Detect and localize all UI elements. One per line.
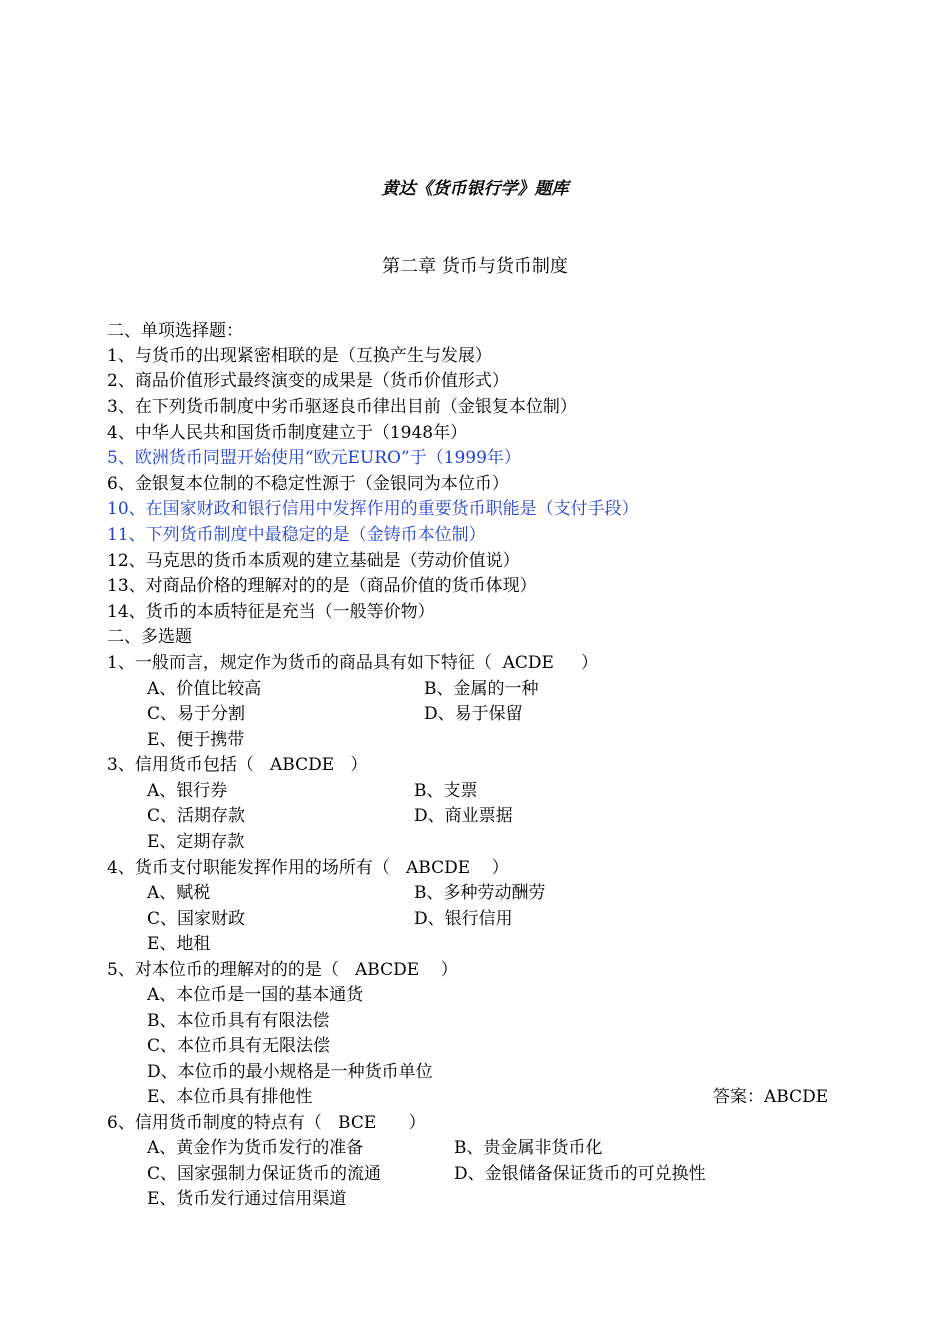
- document-title: 黄达《货币银行学》题库: [381, 179, 569, 199]
- multi-q1-option-c: C、易于分割: [147, 704, 246, 724]
- multi-choice-heading: 二、多选题: [107, 627, 192, 647]
- multi-q4-option-d: D、银行信用: [414, 909, 513, 929]
- multi-q4-stem: 4、货币支付职能发挥作用的场所有（ ABCDE ）: [107, 858, 509, 878]
- multi-q5-option-d: D、本位币的最小规格是一种货币单位: [147, 1062, 433, 1082]
- multi-q4-option-a: A、赋税: [147, 883, 211, 903]
- single-q12: 12、马克思的货币本质观的建立基础是（劳动价值说）: [107, 551, 520, 571]
- single-q10: 10、在国家财政和银行信用中发挥作用的重要货币职能是（支付手段）: [107, 499, 639, 519]
- multi-q6-option-c: C、国家强制力保证货币的流通: [147, 1164, 382, 1184]
- multi-q3-option-c: C、活期存款: [147, 806, 246, 826]
- multi-q6-option-a: A、黄金作为货币发行的准备: [147, 1138, 364, 1158]
- multi-q5-option-a: A、本位币是一国的基本通货: [147, 985, 364, 1005]
- single-q13: 13、对商品价格的理解对的的是（商品价值的货币体现）: [107, 576, 537, 596]
- multi-q6-stem: 6、信用货币制度的特点有（ BCE ）: [107, 1113, 426, 1133]
- multi-q6-option-d: D、金银储备保证货币的可兑换性: [454, 1164, 706, 1184]
- single-choice-heading: 二、单项选择题：: [107, 321, 243, 341]
- single-q5: 5、欧洲货币同盟开始使用“欧元EURO”于（1999年）: [107, 448, 521, 468]
- multi-q3-option-b: B、支票: [414, 781, 478, 801]
- single-q4: 4、中华人民共和国货币制度建立于（1948年）: [107, 423, 468, 443]
- multi-q4-option-c: C、国家财政: [147, 909, 246, 929]
- multi-q6-option-e: E、货币发行通过信用渠道: [147, 1189, 347, 1209]
- single-q6: 6、金银复本位制的不稳定性源于（金银同为本位币）: [107, 474, 509, 494]
- chapter-heading: 第二章 货币与货币制度: [382, 256, 568, 277]
- multi-q3-stem: 3、信用货币包括（ ABCDE ）: [107, 755, 368, 775]
- multi-q1-option-a: A、价值比较高: [147, 679, 262, 699]
- single-q14: 14、货币的本质特征是充当（一般等价物）: [107, 602, 435, 622]
- multi-q5-option-e: E、本位币具有排他性: [147, 1087, 313, 1107]
- multi-q5-answer: 答案：ABCDE: [713, 1087, 829, 1107]
- single-q11: 11、下列货币制度中最稳定的是（金铸币本位制）: [107, 525, 486, 545]
- single-q3: 3、在下列货币制度中劣币驱逐良币律出目前（金银复本位制）: [107, 397, 577, 417]
- multi-q4-option-e: E、地租: [147, 934, 211, 954]
- single-q1: 1、与货币的出现紧密相联的是（互换产生与发展）: [107, 346, 492, 366]
- single-q2: 2、商品价值形式最终演变的成果是（货币价值形式）: [107, 371, 509, 391]
- multi-q3-option-a: A、银行券: [147, 781, 228, 801]
- multi-q5-option-c: C、本位币具有无限法偿: [147, 1036, 331, 1056]
- multi-q6-option-b: B、贵金属非货币化: [454, 1138, 603, 1158]
- multi-q1-stem: 1、一般而言，规定作为货币的商品具有如下特征（ ACDE ）: [107, 653, 598, 673]
- multi-q3-option-e: E、定期存款: [147, 832, 245, 852]
- multi-q1-option-e: E、便于携带: [147, 730, 245, 750]
- multi-q5-stem: 5、对本位币的理解对的的是（ ABCDE ）: [107, 960, 458, 980]
- multi-q1-option-b: B、金属的一种: [424, 679, 539, 699]
- multi-q5-option-b: B、本位币具有有限法偿: [147, 1011, 330, 1031]
- multi-q3-option-d: D、商业票据: [414, 806, 513, 826]
- multi-q1-option-d: D、易于保留: [424, 704, 523, 724]
- multi-q4-option-b: B、多种劳动酬劳: [414, 883, 546, 903]
